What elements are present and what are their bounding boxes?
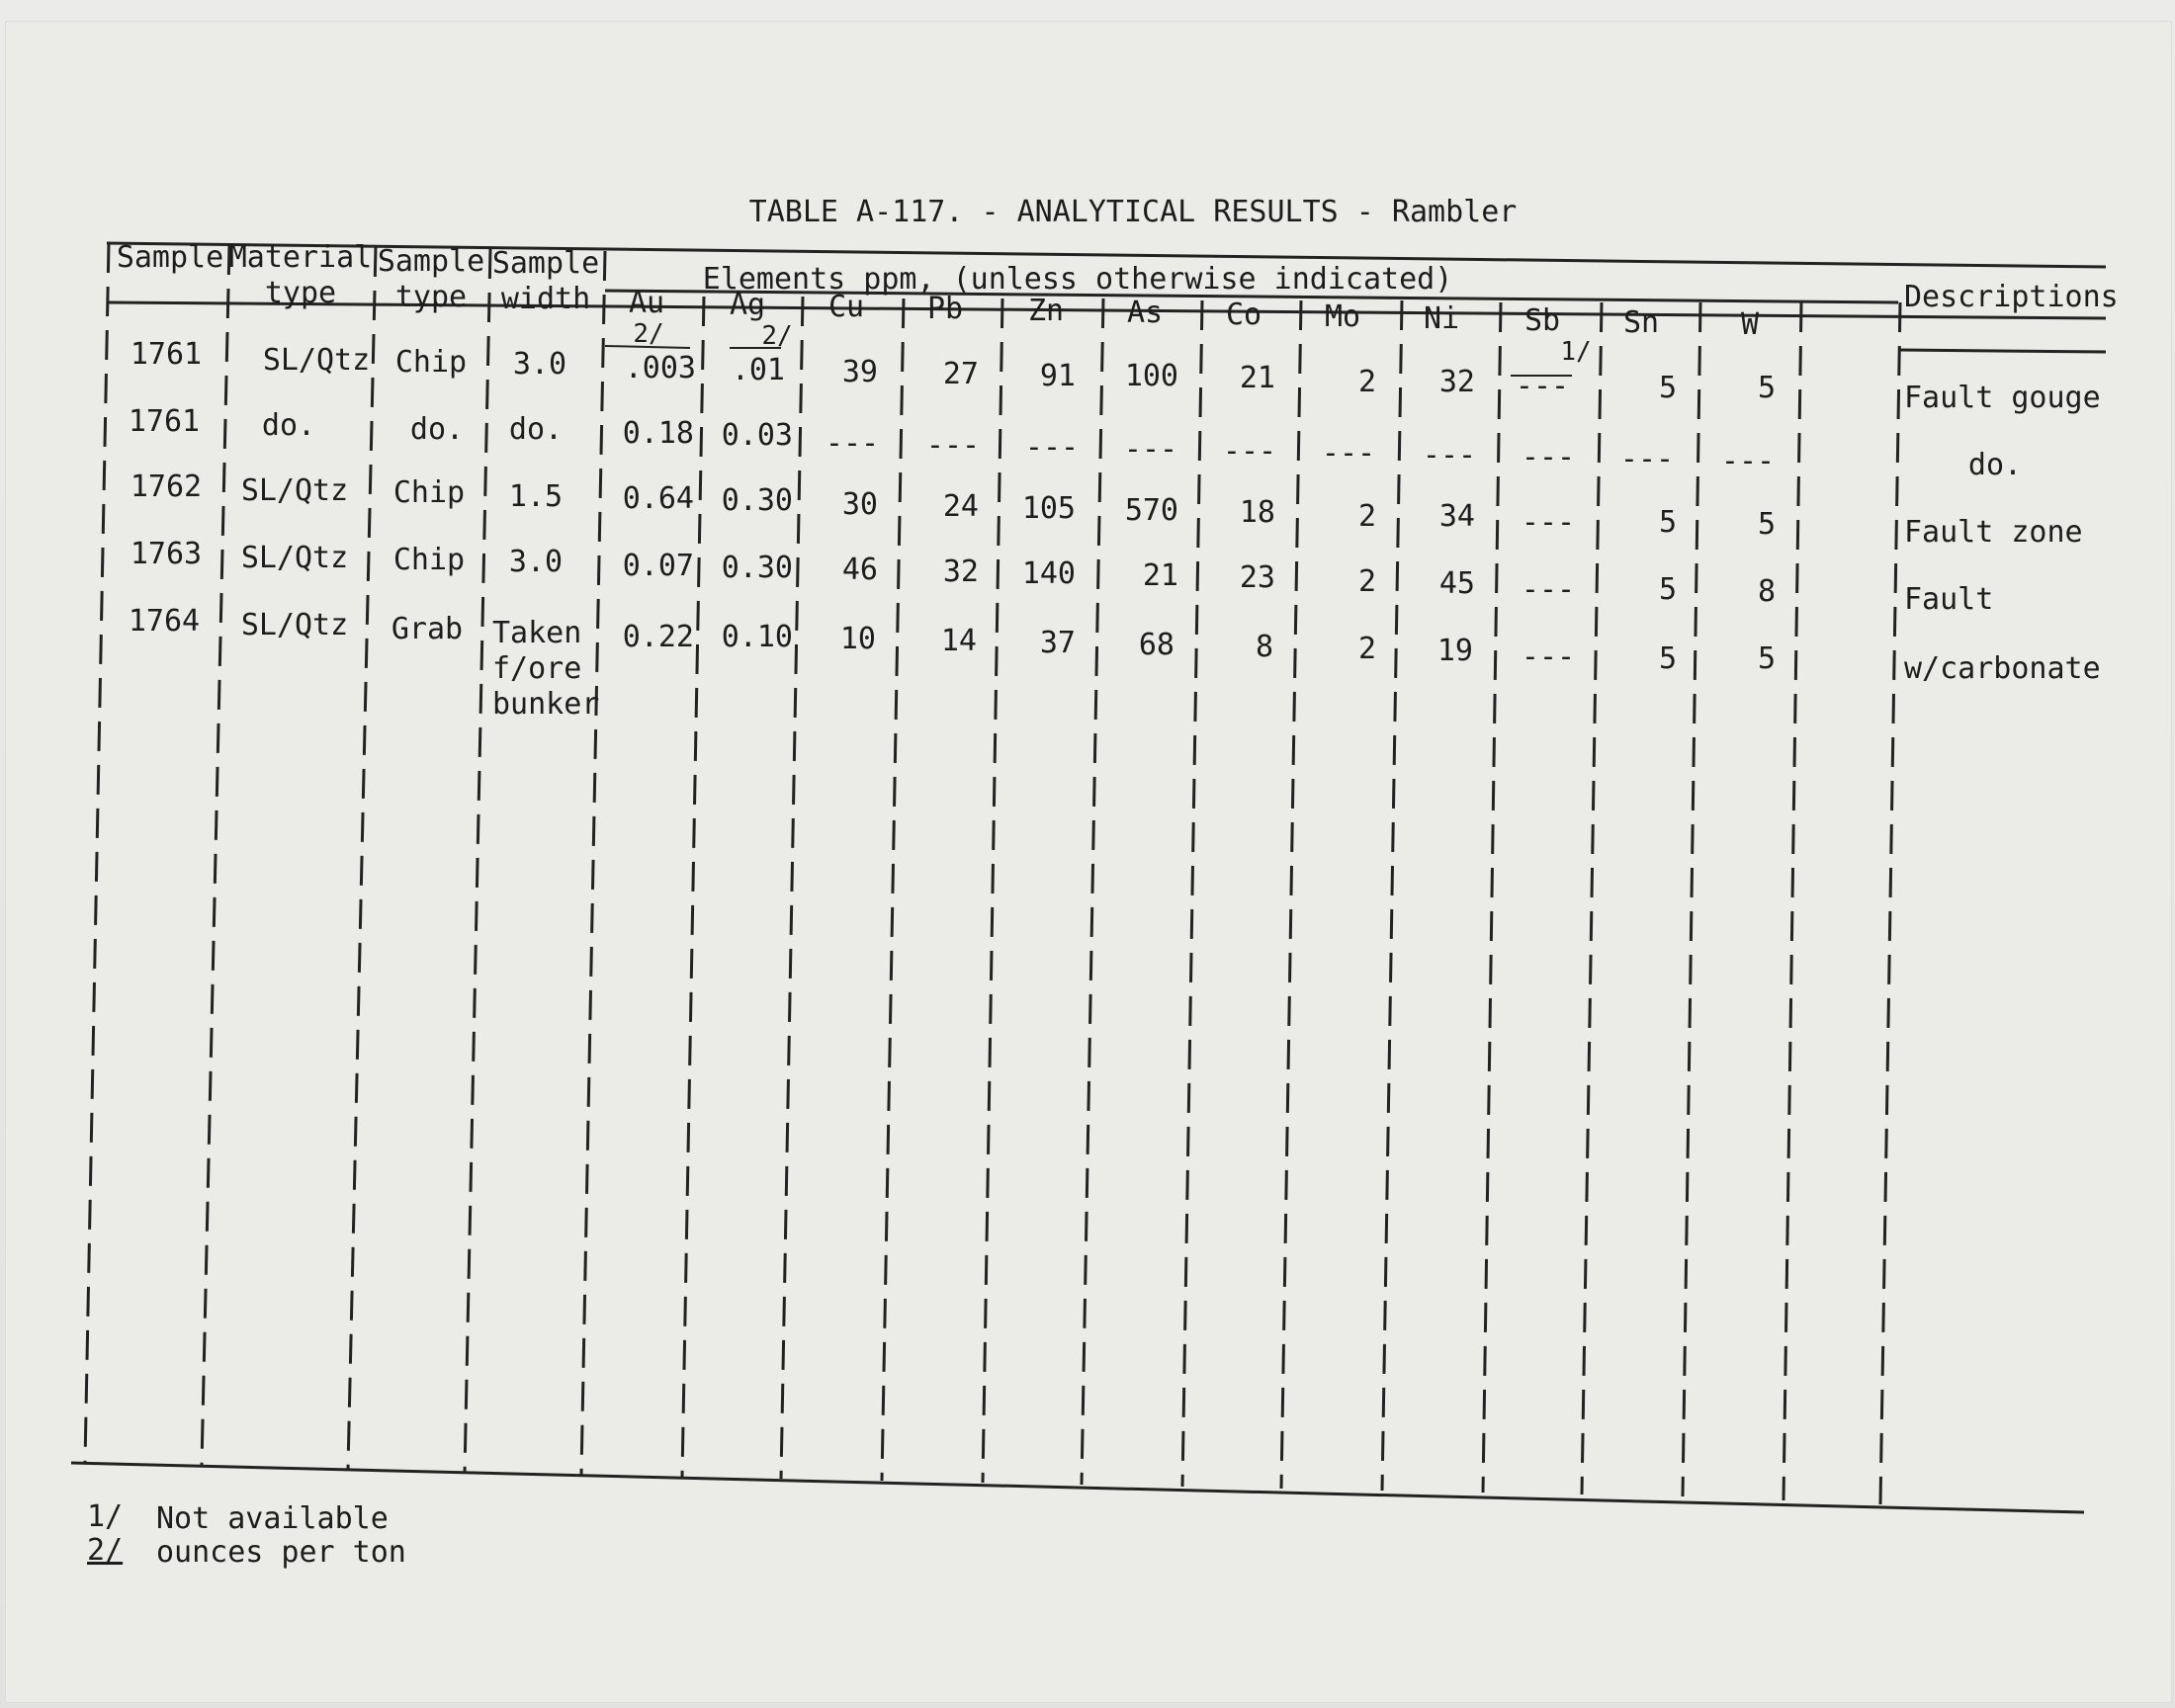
cell-type: Chip (392, 475, 466, 510)
cell-co: 18 (1239, 495, 1275, 530)
cell-ni: 34 (1438, 499, 1475, 534)
cell-w: 5 (1757, 641, 1776, 676)
cell-cu: 30 (841, 487, 878, 522)
cell-w: 5 (1757, 507, 1776, 542)
cell-description: do. (1967, 448, 2023, 482)
header-sample-width-line2: width (500, 282, 591, 316)
cell-zn: 91 (1039, 359, 1076, 393)
cell-ag: 0.30 (721, 483, 793, 518)
cell-sample: 1761 (130, 337, 203, 372)
cell-ni: 19 (1436, 634, 1473, 668)
cell-material: SL/Qtz (240, 608, 349, 642)
cell-sb: --- (1521, 440, 1576, 474)
cell-w: 8 (1757, 574, 1776, 609)
cell-sn: 5 (1658, 641, 1677, 676)
header-descriptions: Descriptions (1904, 280, 2119, 314)
cell-pb: 32 (942, 555, 979, 589)
column-dividers (85, 240, 1900, 1504)
header-material-line1: Material (228, 240, 373, 275)
cell-material: do. (261, 408, 316, 443)
cell-sample: 1762 (130, 470, 203, 504)
header-pb: Pb (926, 292, 964, 326)
cell-material: SL/Qtz (240, 541, 349, 575)
header-ag: Ag (729, 288, 766, 322)
header-co: Co (1225, 298, 1262, 332)
cell-cu: 46 (841, 553, 878, 587)
cell-w: 5 (1757, 371, 1776, 405)
cell-sample: 1764 (128, 604, 201, 639)
cell-sample: 1763 (130, 537, 203, 571)
cell-ni: 32 (1438, 365, 1475, 399)
header-material-line2: type (264, 276, 337, 310)
header-sb: Sb (1523, 303, 1561, 338)
cell-pb: 27 (942, 357, 979, 391)
cell-mo: 2 (1357, 632, 1376, 666)
cell-mo: 2 (1357, 499, 1376, 534)
cell-as: 100 (1124, 359, 1178, 393)
cell-width-line2: f/ore (492, 651, 582, 686)
header-sample-type-line2: type (394, 280, 468, 314)
cell-sb: --- (1521, 640, 1576, 674)
header-sample-type-line1: Sample (377, 244, 485, 279)
header-as: As (1126, 296, 1164, 330)
cell-co: 21 (1239, 361, 1275, 395)
header-sn: Sn (1622, 305, 1660, 340)
header-sample-width-line1: Sample (491, 246, 600, 281)
cell-description: Fault (1904, 582, 1994, 617)
footnote-text: ounces per ton (156, 1535, 406, 1570)
cell-ni: 45 (1438, 566, 1475, 601)
cell-cu: --- (825, 426, 880, 461)
cell-zn: --- (1024, 430, 1080, 465)
cell-sb: --- (1521, 572, 1576, 607)
cell-zn: 37 (1039, 626, 1076, 660)
cell-au: 0.07 (622, 549, 694, 583)
table-title: TABLE A-117. - ANALYTICAL RESULTS - Rambler (748, 195, 1518, 229)
cell-sb: --- (1515, 369, 1570, 403)
cell-sn: 5 (1658, 371, 1677, 405)
cell-type: Grab (391, 612, 464, 646)
cell-cu: 10 (839, 622, 876, 656)
cell-sn: 5 (1658, 572, 1677, 607)
cell-co: 23 (1239, 560, 1275, 595)
cell-co: 8 (1255, 630, 1273, 664)
header-mo: Mo (1324, 299, 1361, 334)
cell-type: Chip (392, 543, 466, 577)
header-elements-group: Elements ppm, (unless otherwise indicated) (702, 262, 1453, 297)
cell-ag: 0.10 (721, 620, 793, 654)
cell-cu: 39 (841, 355, 878, 389)
cell-w: --- (1720, 444, 1776, 478)
footnote-mark: 2/ (87, 1533, 124, 1568)
cell-type: do. (409, 412, 465, 447)
cell-width: do. (508, 412, 564, 447)
header-sample: Sample (116, 240, 224, 275)
cell-zn: 105 (1021, 491, 1076, 526)
cell-description: Fault zone (1904, 515, 2083, 550)
cell-ag: 0.03 (721, 418, 793, 453)
cell-mo: --- (1321, 436, 1376, 470)
au-footnote-mark: 2/ (633, 319, 664, 349)
descriptions-rule (1898, 350, 2106, 352)
cell-width-line1: Taken (492, 616, 582, 650)
cell-as: 68 (1138, 628, 1174, 662)
cell-au: 0.18 (622, 416, 694, 451)
ag-footnote-mark: 2/ (761, 321, 793, 351)
cell-au: .003 (624, 351, 696, 385)
cell-pb: --- (925, 428, 981, 463)
cell-ag: 0.30 (721, 551, 793, 585)
cell-zn: 140 (1021, 556, 1076, 591)
cell-width: 3.0 (512, 347, 567, 382)
cell-pb: 24 (942, 489, 979, 524)
cell-sn: --- (1619, 442, 1675, 476)
cell-as: 21 (1142, 558, 1178, 593)
cell-au: 0.22 (622, 620, 694, 654)
header-cu: Cu (827, 290, 865, 324)
cell-width: 1.5 (508, 479, 564, 514)
cell-width: 3.0 (508, 545, 564, 579)
cell-mo: 2 (1357, 564, 1376, 599)
header-w: W (1740, 307, 1760, 342)
cell-pb: 14 (940, 624, 977, 658)
cell-mo: 2 (1357, 365, 1376, 399)
cell-as: --- (1123, 432, 1178, 467)
header-zn: Zn (1027, 294, 1065, 328)
cell-description-continued: w/carbonate (1904, 651, 2101, 686)
cell-sample: 1761 (128, 404, 201, 439)
cell-material: SL/Qtz (262, 343, 371, 378)
cell-ag: .01 (731, 353, 785, 387)
cell-description: Fault gouge (1904, 381, 2101, 415)
sb-footnote-mark: 1/ (1560, 337, 1592, 367)
cell-as: 570 (1124, 493, 1178, 528)
header-ni: Ni (1423, 301, 1460, 336)
footnote-text: Not available (156, 1501, 389, 1536)
cell-au: 0.64 (622, 481, 694, 516)
cell-ni: --- (1422, 438, 1477, 472)
cell-sb: --- (1521, 505, 1576, 540)
cell-sn: 5 (1658, 505, 1677, 540)
header-au: Au (628, 286, 665, 320)
cell-width-line3: bunker (492, 687, 600, 722)
cell-material: SL/Qtz (240, 473, 349, 508)
footnote-mark: 1/ (87, 1499, 124, 1534)
cell-type: Chip (394, 345, 468, 380)
cell-co: --- (1222, 434, 1277, 469)
